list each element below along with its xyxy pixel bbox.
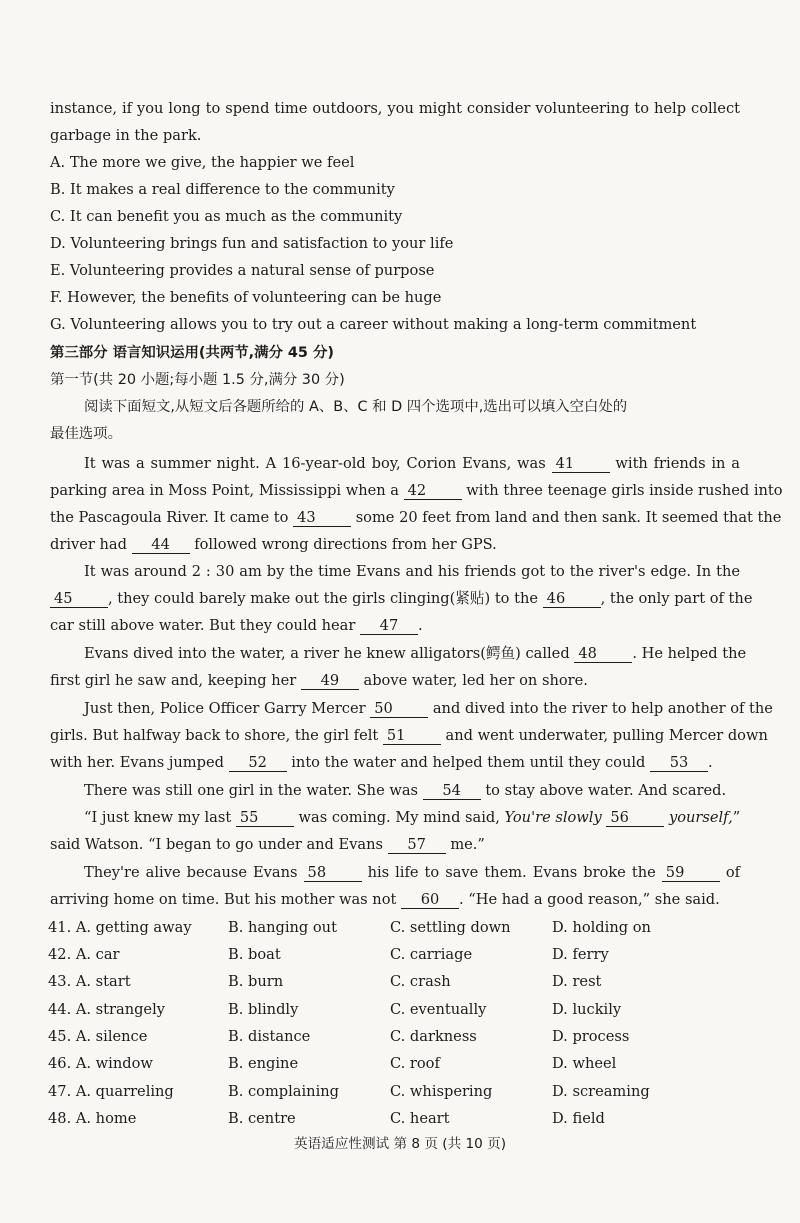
instruction-line: 最佳选项。: [50, 426, 122, 442]
text-line: instance, if you long to spend time outdoors, you might consider volunteering to help collect: [50, 100, 740, 117]
option-d: D. holding on: [552, 919, 651, 936]
blank-51: 51: [383, 728, 441, 745]
passage-line: car still above water. But they could hear 47 .: [50, 617, 423, 634]
option-line: E. Volunteering provides a natural sense of purpose: [50, 262, 435, 279]
blank-48: 48: [574, 646, 632, 663]
passage-line: said Watson. “I began to go under and Evans 57 me.”: [50, 836, 485, 853]
blank-46: 46: [543, 591, 601, 608]
blank-43: 43: [293, 510, 351, 527]
option-b: B. blindly: [228, 1001, 299, 1018]
option-c: C. settling down: [390, 919, 511, 936]
option-d: D. luckily: [552, 1001, 622, 1018]
passage-line: arriving home on time. But his mother was not 60 . “He had a good reason,” she said.: [50, 891, 720, 908]
option-c: C. crash: [390, 973, 451, 990]
option-b: B. complaining: [228, 1083, 339, 1100]
blank-53: 53: [650, 755, 708, 772]
option-c: C. eventually: [390, 1001, 487, 1018]
option-a: 48. A. home: [48, 1110, 137, 1127]
option-b: B. engine: [228, 1055, 299, 1072]
option-c: C. whispering: [390, 1083, 493, 1100]
blank-57: 57: [388, 837, 446, 854]
passage-line: “I just knew my last 55 was coming. My mind said, You're slowly 56 yourself,”: [84, 809, 741, 826]
passage-line: Evans dived into the water, a river he knew alligators(鳄鱼) called 48 . He helped the: [84, 645, 747, 662]
option-d: D. wheel: [552, 1055, 617, 1072]
blank-47: 47: [360, 618, 418, 635]
option-b: B. boat: [228, 946, 281, 963]
option-a: 45. A. silence: [48, 1028, 148, 1045]
blank-56: 56: [606, 810, 664, 827]
option-a: 44. A. strangely: [48, 1001, 165, 1018]
option-a: 46. A. window: [48, 1055, 153, 1072]
option-d: D. field: [552, 1110, 605, 1127]
option-line: F. However, the benefits of volunteering can be huge: [50, 289, 442, 306]
passage-line: There was still one girl in the water. She was 54 to stay above water. And scared.: [84, 782, 727, 799]
passage-line: the Pascagoula River. It came to 43 some 20 feet from land and then sank. It seemed that the: [50, 509, 782, 526]
passage-line: with her. Evans jumped 52 into the water and helped them until they could 53 .: [50, 754, 713, 771]
passage-line: It was around 2 : 30 am by the time Evans and his friends got to the river's edge. In the: [84, 563, 740, 580]
blank-54: 54: [423, 783, 481, 800]
option-c: C. roof: [390, 1055, 440, 1072]
option-line: B. It makes a real difference to the community: [50, 181, 395, 198]
blank-50: 50: [370, 701, 428, 718]
option-a: 41. A. getting away: [48, 919, 192, 936]
option-c: C. heart: [390, 1110, 450, 1127]
passage-line: They're alive because Evans 58 his life to save them. Evans broke the 59 of: [84, 864, 741, 881]
option-line: C. It can benefit you as much as the community: [50, 208, 403, 225]
option-b: B. distance: [228, 1028, 311, 1045]
option-d: D. process: [552, 1028, 630, 1045]
passage-line: girls. But halfway back to shore, the girl felt 51 and went underwater, pulling Mercer down: [50, 727, 768, 744]
option-b: B. centre: [228, 1110, 296, 1127]
option-d: D. ferry: [552, 946, 609, 963]
passage-line: It was a summer night. A 16-year-old boy, Corion Evans, was 41 with friends in a: [84, 455, 740, 472]
blank-44: 44: [132, 537, 190, 554]
blank-60: 60: [401, 892, 459, 909]
blank-45: 45: [50, 591, 108, 608]
passage-line: Just then, Police Officer Garry Mercer 50 and dived into the river to help another of the: [84, 700, 773, 717]
blank-55: 55: [236, 810, 294, 827]
option-c: C. carriage: [390, 946, 473, 963]
passage-line: parking area in Moss Point, Mississippi when a 42 with three teenage girls inside rushed into: [50, 482, 783, 499]
option-a: 43. A. start: [48, 973, 131, 990]
option-line: D. Volunteering brings fun and satisfaction to your life: [50, 235, 454, 252]
option-c: C. darkness: [390, 1028, 477, 1045]
blank-49: 49: [301, 673, 359, 690]
blank-59: 59: [662, 865, 720, 882]
page-footer: 英语适应性测试 第 8 页 (共 10 页): [293, 1136, 506, 1152]
option-b: B. hanging out: [228, 919, 337, 936]
text-line: garbage in the park.: [50, 127, 202, 144]
blank-58: 58: [304, 865, 362, 882]
section-subheading: 第一节(共 20 小题;每小题 1.5 分,满分 30 分): [50, 372, 345, 388]
passage-line: first girl he saw and, keeping her 49 above water, led her on shore.: [50, 672, 588, 689]
passage-line: 45 , they could barely make out the girls clinging(紧贴) to the 46 , the only part of the: [50, 585, 740, 612]
section-heading: 第三部分 语言知识运用(共两节,满分 45 分): [50, 345, 334, 361]
option-b: B. burn: [228, 973, 284, 990]
option-a: 47. A. quarreling: [48, 1083, 174, 1100]
option-d: D. screaming: [552, 1083, 650, 1100]
blank-52: 52: [229, 755, 287, 772]
blank-42: 42: [404, 483, 462, 500]
instruction-line: 阅读下面短文,从短文后各题所给的 A、B、C 和 D 四个选项中,选出可以填入空白处的: [84, 399, 628, 415]
option-line: G. Volunteering allows you to try out a career without making a long-term commitment: [50, 316, 697, 333]
passage-line: driver had 44 followed wrong directions from her GPS.: [50, 536, 497, 553]
option-d: D. rest: [552, 973, 602, 990]
option-a: 42. A. car: [48, 946, 120, 963]
option-line: A. The more we give, the happier we feel: [50, 154, 355, 171]
blank-41: 41: [552, 456, 610, 473]
